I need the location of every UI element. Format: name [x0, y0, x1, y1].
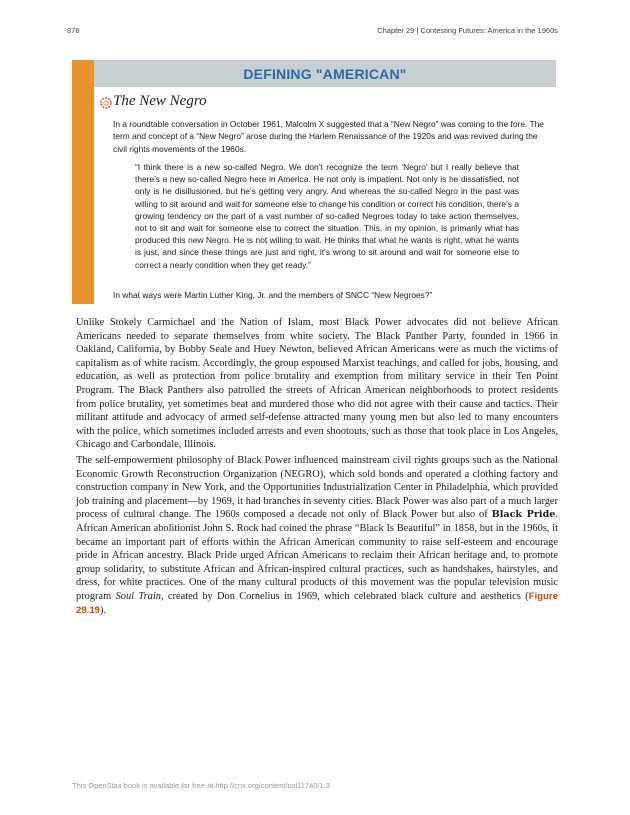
feature-intro: In a roundtable conversation in October 1961, Malcolm X suggested that a “New Negro” was coming to the fore. The term and concept of a “New Negro” arose during the Harlem Renaissance of the 1920s and was revived during the civil rights movements of the 1960s.: [113, 119, 544, 154]
body-paragraph-1: Unlike Stokely Carmichael and the Nation of Islam, most Black Power advocates did not believe African Americans needed to separate themselves from white society. The Black Panther Party, founded in 1966 in Oakland, California, by Bobby Seale and Huey Newton, believed African Americans were as much the victims of capitalism as of white racism. Accordingly, the group espoused Marxist teachings, and called for jobs, housing, and education, as well as protection from police brutality and exemption from military service in their Ten Point Program. The Black Panthers also patrolled the streets of African American neighborhoods to protect residents from police brutality, yet sometimes beat and murdered those who did not agree with their cause and tactics. Their militant attitude and advocacy of armed self-defense attracted many young men but also led to many encounters with the police, which sometimes included arrests and even shootouts, such as those that took place in Los Angeles, Chicago and Carbondale, Illinois.: [76, 317, 558, 451]
black-pride-term: Black Pride: [491, 509, 556, 521]
globe-icon: [99, 96, 113, 110]
body-paragraph-2: [76, 454, 558, 617]
running-header: Chapter 29 | Contesting Futures: America in the 1960s: [377, 26, 558, 35]
feature-title: DEFINING "AMERICAN": [243, 66, 407, 82]
footer-note: This OpenStax book is available for free at http://cnx.org/content/col11740/1.3: [72, 781, 330, 790]
soul-train-title: Soul Train: [115, 590, 161, 602]
feature-subheading: The New Negro: [113, 93, 207, 109]
feature-accent-bar: [72, 60, 94, 304]
feature-quote: “I think there is a new so-called Negro. We don’t recognize the term ‘Negro’ but I really believe that there’s a new so-called Negro here in America. He not only is impatient. Not only is he dissatisfied, not only is he disillusioned, but he’s getting very angry. And whereas the so-called Negro in the past was willing to sit around and wait for someone else to change his condition or correct his condition, there’s a growing tendency on the part of a vast number of so-called Negroes today to take action themselves, not to sit and wait for someone else to correct the situation. This, in my opinion, is primarily what has produced this new Negro. He is not willing to wait. He thinks that what he wants is right, what he wants is just, and since these things are just and right, it’s wrong to sit around and wait for someone else to correct a nearly condition when they get ready.”: [135, 162, 519, 270]
page-number: 876: [67, 26, 80, 35]
feature-question: In what ways were Martin Luther King, Jr. and the members of SNCC “New Negroes?”: [113, 290, 433, 300]
para2-text-b: . African American abolitionist John S. Rock had coined the phrase “Black Is Beautiful” in 1858, but in the 1960s, it became an important part of efforts within the African American community to raise self-esteem and encourage pride in African ancestry. Black Pride urged African Americans to reclaim their African heritage and, to promote group solidarity, to substitute African and African-inspired cultural practices, such as handshakes, hairstyles, and dress, for white practices. One of the many cultural products of this movement was the popular television music program: [76, 509, 558, 602]
para2-text-c: , created by Don Cornelius in 1969, which celebrated black culture and aesthetics (: [160, 590, 529, 602]
para2-text-a: The self-empowerment philosophy of Black Power influenced mainstream civil rights groups such as the National Economic Growth Reconstruction Organization (NEGRO), which sold bonds and operated a clothing factory and construction company in New York, and the Opportunities Industrialization Center in Philadelphia, which provided job training and placement—by 1969, it had branches in seventy cities. Black Power was also part of a much larger process of cultural change. The 1960s composed a decade not only of Black Power but also of: [76, 455, 558, 521]
figure-link[interactable]: Figure 29.19: [76, 590, 558, 616]
para2-text-d: ).: [100, 604, 107, 616]
